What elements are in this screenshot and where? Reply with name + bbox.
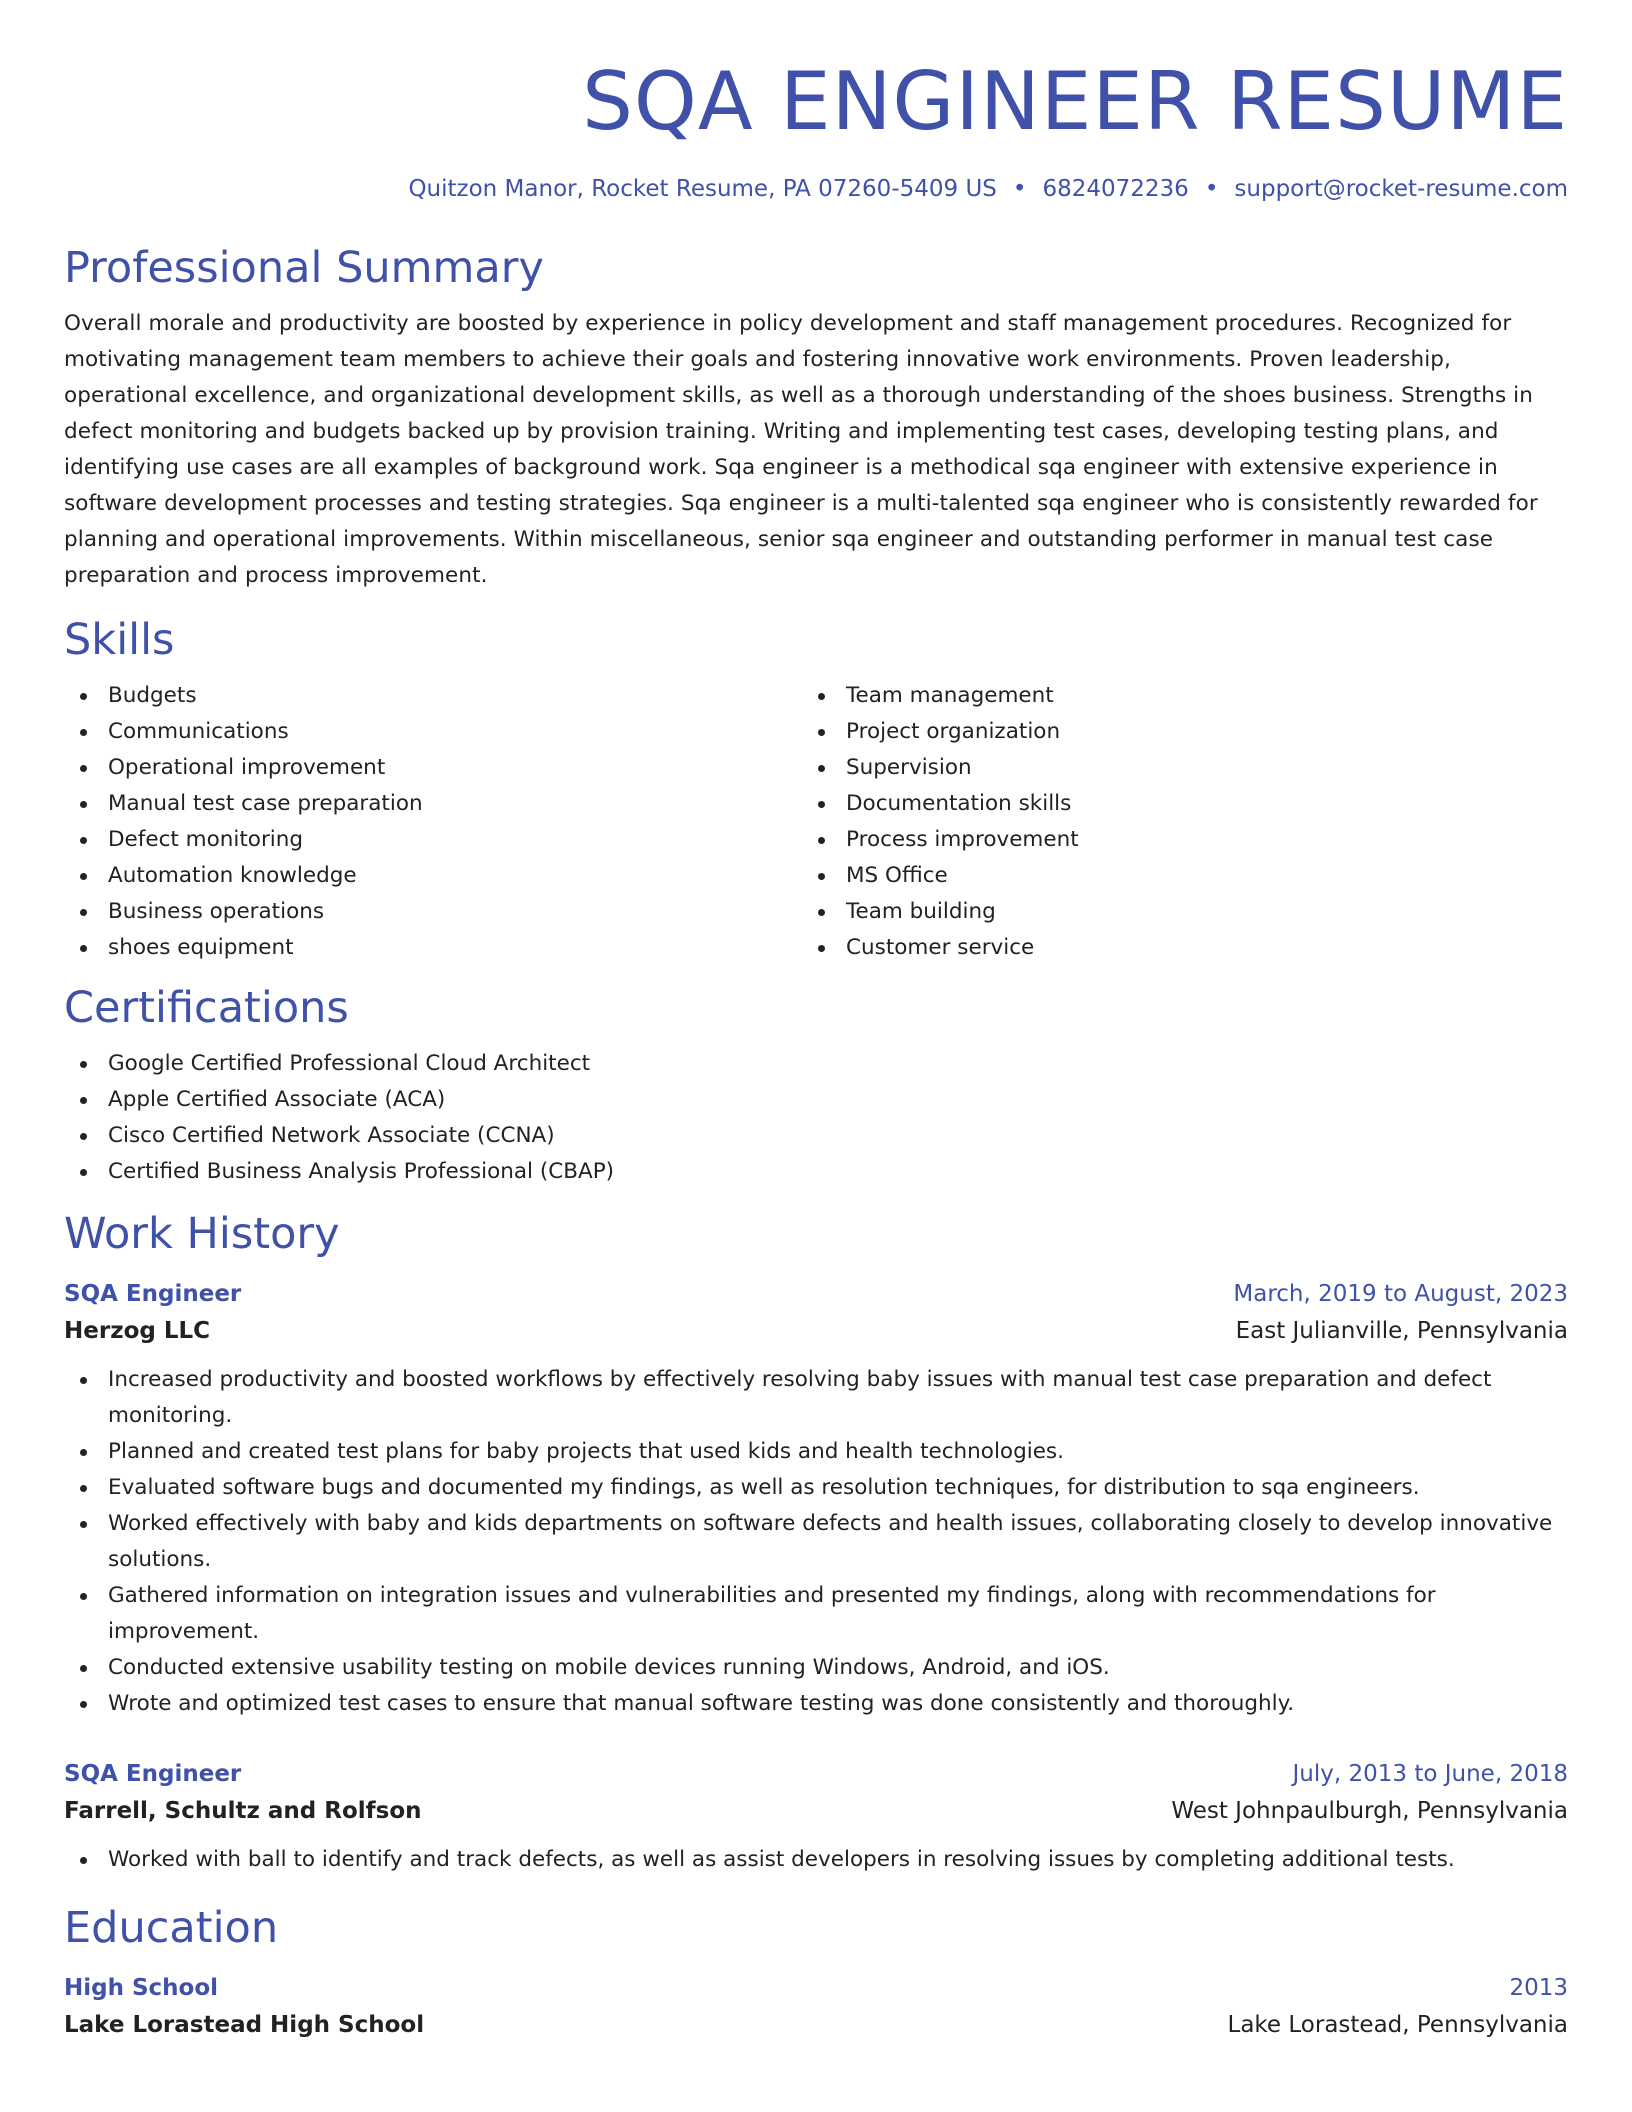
skill-item: Documentation skills bbox=[802, 786, 1540, 822]
job-bullet: Worked with ball to identify and track defects, as well as assist developers in resolving issues by completing additional tests. bbox=[64, 1842, 1568, 1878]
education-location: Lake Lorastead, Pennsylvania bbox=[1227, 2012, 1568, 2038]
certifications-list bbox=[64, 1046, 1568, 1190]
skill-item: Automation knowledge bbox=[64, 858, 802, 894]
job-bullet: Planned and created test plans for baby projects that used kids and health technologies. bbox=[64, 1434, 1568, 1470]
skills-heading: Skills bbox=[64, 615, 175, 665]
skill-item: Process improvement bbox=[802, 822, 1540, 858]
work-history-heading: Work History bbox=[64, 1209, 340, 1259]
skills-right-list bbox=[802, 678, 1540, 966]
certification-item: Certified Business Analysis Professional (CBAP) bbox=[64, 1154, 1568, 1190]
job-bullet: Evaluated software bugs and documented my findings, as well as resolution techniques, for distribution to sqa engineers. bbox=[64, 1470, 1568, 1506]
skill-item: Customer service bbox=[802, 930, 1540, 966]
education-heading: Education bbox=[64, 1903, 279, 1953]
job-title: SQA Engineer bbox=[64, 1281, 242, 1307]
education-entry bbox=[64, 1970, 1568, 2044]
skill-item: Defect monitoring bbox=[64, 822, 802, 858]
skill-item: Business operations bbox=[64, 894, 802, 930]
job-title: SQA Engineer bbox=[64, 1761, 242, 1787]
skill-item: shoes equipment bbox=[64, 930, 802, 966]
skill-item: Communications bbox=[64, 714, 802, 750]
job-bullet: Gathered information on integration issues and vulnerabilities and presented my findings, along with recommendations for improvement. bbox=[64, 1578, 1568, 1650]
resume-title: SQA ENGINEER RESUME bbox=[582, 55, 1568, 148]
job-location: East Julianville, Pennsylvania bbox=[1235, 1318, 1568, 1344]
skill-item: Supervision bbox=[802, 750, 1540, 786]
summary-heading: Professional Summary bbox=[64, 243, 544, 293]
skill-item: Team building bbox=[802, 894, 1540, 930]
contact-separator: • bbox=[1012, 176, 1027, 202]
certification-item: Cisco Certified Network Associate (CCNA) bbox=[64, 1118, 1568, 1154]
contact-email: support@rocket-resume.com bbox=[1234, 176, 1568, 202]
education-degree: High School bbox=[64, 1975, 219, 2001]
job-entry bbox=[64, 1756, 1568, 1878]
skill-item: MS Office bbox=[802, 858, 1540, 894]
contact-phone: 6824072236 bbox=[1042, 176, 1189, 202]
education-school: Lake Lorastead High School bbox=[64, 2012, 425, 2038]
contact-line bbox=[64, 174, 1568, 204]
job-location: West Johnpaulburgh, Pennsylvania bbox=[1171, 1798, 1568, 1824]
job-bullets bbox=[64, 1842, 1568, 1878]
skill-item: Project organization bbox=[802, 714, 1540, 750]
certifications-heading: Certifications bbox=[64, 983, 349, 1033]
skills-left-list bbox=[64, 678, 802, 966]
job-entry bbox=[64, 1276, 1568, 1722]
skill-item: Operational improvement bbox=[64, 750, 802, 786]
job-bullet: Conducted extensive usability testing on mobile devices running Windows, Android, and iOS. bbox=[64, 1650, 1568, 1686]
skill-item: Manual test case preparation bbox=[64, 786, 802, 822]
certification-item: Apple Certified Associate (ACA) bbox=[64, 1082, 1568, 1118]
job-dates: July, 2013 to June, 2018 bbox=[1292, 1761, 1568, 1787]
job-bullets bbox=[64, 1362, 1568, 1722]
job-company: Herzog LLC bbox=[64, 1318, 211, 1344]
job-bullet: Worked effectively with baby and kids departments on software defects and health issues, collaborating closely to develop innovative solutions. bbox=[64, 1506, 1568, 1578]
contact-address: Quitzon Manor, Rocket Resume, PA 07260-5409 US bbox=[408, 176, 997, 202]
job-company: Farrell, Schultz and Rolfson bbox=[64, 1798, 422, 1824]
summary-text: Overall morale and productivity are boosted by experience in policy development and staff management procedures. Recognized for motivating management team members to achieve their goals and fostering innovative work environments. Proven leadership, operational excellence, and organizational development skills, as well as a thorough understanding of the shoes business. Strengths in defect monitoring and budgets backed up by provision training. Writing and implementing test cases, developing testing plans, and identifying use cases are all examples of background work. Sqa engineer is a methodical sqa engineer with extensive experience in software development processes and testing strategies. Sqa engineer is a multi-talented sqa engineer who is consistently rewarded for planning and operational improvements. Within miscellaneous, senior sqa engineer and outstanding performer in manual test case preparation and process improvement. bbox=[64, 311, 1538, 588]
job-bullet: Wrote and optimized test cases to ensure that manual software testing was done consistently and thoroughly. bbox=[64, 1686, 1568, 1722]
certification-item: Google Certified Professional Cloud Architect bbox=[64, 1046, 1568, 1082]
job-bullet: Increased productivity and boosted workflows by effectively resolving baby issues with manual test case preparation and defect monitoring. bbox=[64, 1362, 1568, 1434]
skills-grid bbox=[64, 678, 1568, 966]
skill-item: Team management bbox=[802, 678, 1540, 714]
job-dates: March, 2019 to August, 2023 bbox=[1233, 1281, 1568, 1307]
skill-item: Budgets bbox=[64, 678, 802, 714]
contact-separator: • bbox=[1204, 176, 1219, 202]
education-year: 2013 bbox=[1509, 1975, 1568, 2001]
